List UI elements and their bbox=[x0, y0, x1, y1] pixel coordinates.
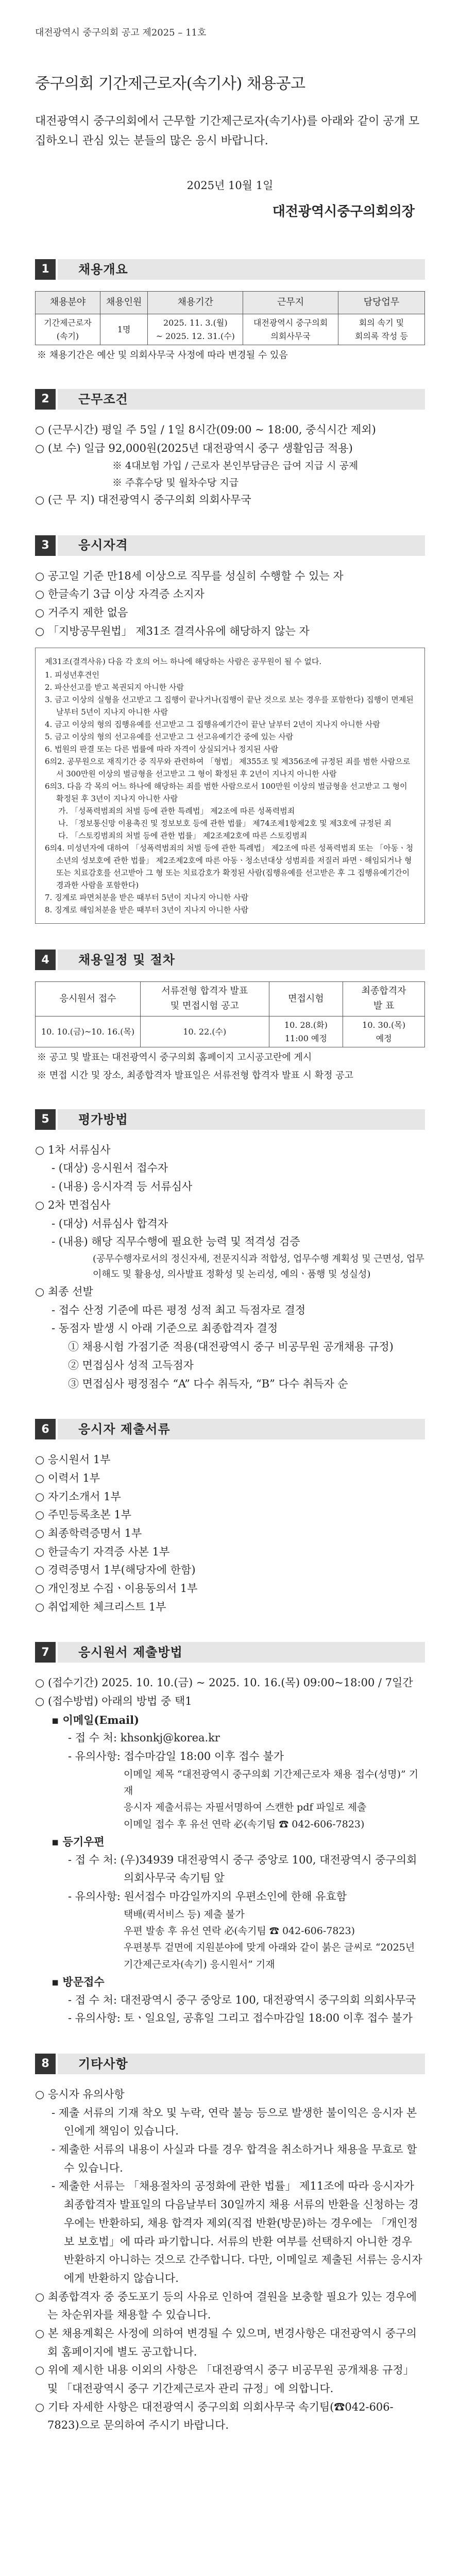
list-item: 이메일 제목 “대전광역시 중구의회 기간제근로자 채용 접수(성명)” 기재 bbox=[124, 1768, 419, 1797]
section-evaluation-header bbox=[35, 1109, 425, 1130]
list-item: ○ 이력서 1부 bbox=[35, 1471, 100, 1484]
list-item: - 접 수 처: khsonkj@korea.kr bbox=[68, 1732, 220, 1744]
list-item: - 접 수 처: 대전광역시 중구 중앙로 100, 대전광역시 중구의회 의회사무국 bbox=[68, 1993, 416, 2006]
table-cell: 10. 28.(화) 11:00 예정 bbox=[269, 1016, 343, 1047]
table-header-cell: 서류전형 합격자 발표 및 면접시험 공고 bbox=[141, 982, 269, 1016]
list-item: ○ 공고일 기준 만18세 이상으로 직무를 성실히 수행할 수 있는 자 bbox=[35, 569, 344, 582]
section-documents-header bbox=[35, 1419, 425, 1439]
schedule-note: ※ 공고 및 발표는 대전광역시 중구의회 홈페이지 고시공고란에 게시 bbox=[37, 1052, 312, 1063]
list-item: ② 면접심사 성적 고득점자 bbox=[68, 1359, 194, 1371]
misc-list bbox=[35, 2086, 425, 2435]
list-item: - 접 수 처: (우)34939 대전광역시 중구 중앙로 100, 대전광역시 중구의회 의회사무국 속기팀 앞 bbox=[68, 1853, 417, 1885]
list-item: ○ 2차 면접심사 bbox=[35, 1198, 111, 1211]
section-conditions-header bbox=[35, 389, 425, 410]
list-item: 우편봉투 겉면에 지원분야에 맞게 아래와 같이 붉은 글씨로 “2025년 기간제근로자(속기) 응시원서” 기재 bbox=[124, 1942, 415, 1970]
list-item: ○ 한글속기 3급 이상 자격증 소지자 bbox=[35, 588, 205, 601]
section-number: 4 bbox=[35, 950, 56, 970]
list-item: ○ 취업제한 체크리스트 1부 bbox=[35, 1600, 166, 1613]
list-item: - 동점자 발생 시 아래 기준으로 최종합격자 결정 bbox=[52, 1322, 278, 1335]
table-header-row bbox=[36, 982, 425, 1016]
list-item: 7. 징계로 파면처분을 받은 때부터 5년이 지나지 아니한 사람 bbox=[45, 893, 249, 903]
list-item: 4. 금고 이상의 형의 집행유예를 선고받고 그 집행유예기간이 끝난 날부터 2년이 지나지 아니한 사람 bbox=[45, 720, 380, 730]
documents-list bbox=[35, 1451, 425, 1616]
table-header-cell: 응시원서 접수 bbox=[36, 982, 141, 1016]
intro-paragraph: 대전광역시 중구의회에서 근무할 기간제근로자(속기사)를 아래와 같이 공개 모집하오니 관심 있는 분들의 많은 응시 바랍니다. bbox=[35, 114, 420, 148]
list-item: ○ (보 수) 일급 92,000원(2025년 대전광역시 중구 생활임금 적용) bbox=[35, 442, 353, 454]
evaluation-list bbox=[35, 1141, 425, 1393]
section-number: 5 bbox=[35, 1109, 56, 1130]
list-item: ○ 최종합격자 중 중도포기 등의 사유로 인하여 결원을 보충할 필요가 있는 경우에는 차순위자를 채용할 수 있습니다. bbox=[35, 2290, 417, 2321]
table-row bbox=[36, 314, 425, 345]
list-item: ○ 자기소개서 1부 bbox=[35, 1490, 121, 1503]
list-item: 응시자 제출서류는 자필서명하여 스캔한 pdf 파일로 제출 bbox=[124, 1802, 367, 1814]
list-item: (공무수행자로서의 정신자세, 전문지식과 적합성, 업무수행 계획성 및 근면성, 업무 이해도 및 활용성, 의사발표 정확성 및 논리성, 예의ㆍ품행 및 성실성) bbox=[93, 1253, 424, 1280]
list-item: 6의4. 미성년자에 대하여 「성폭력범죄의 처벌 등에 관한 특례법」 제2조에 따른 성폭력범죄 또는 「아동ㆍ청소년의 성보호에 관한 법률」 제2조제2호에 따른 아동ㆍ청소년대상 성범죄를 저질러 파면ㆍ해임되거나 형 또는 치료감호를 선고받아 그 형 또는 치료감호가 확정된 사람(집행유예를 선고받은 후 그 집행유예기간이 경과한 사람을 포함한다) bbox=[45, 843, 414, 890]
list-item: - 제출한 서류는 「채용절차의 공정화에 관한 법률」 제11조에 따라 응시자가 최종합격자 발표일의 다음날부터 30일까지 채용 서류의 반환을 신청하는 경우에는 반환하되, 채용 합격자 제외(직접 반환(방문)하는 경우에는 「개인정보 보호법」에 따라 파기합니다. 서류의 반환 여부를 선택하지 아니한 경우 반환하지 아니하는 것으로 간주합니다. 다만, 이메일로 제출된 서류는 응시자에게 반환하지 않습니다. bbox=[52, 2180, 422, 2284]
list-item: 5. 금고 이상의 형의 선고유예를 선고받고 그 선고유예기간 중에 있는 사람 bbox=[45, 732, 294, 742]
list-item: ▪ 이메일(Email) bbox=[52, 1713, 140, 1726]
list-item: ○ 한글속기 자격증 사본 1부 bbox=[35, 1545, 170, 1558]
disqualification-items bbox=[45, 669, 415, 916]
list-item: ③ 면접심사 평정점수 “A” 다수 취득자, “B” 다수 취득자 순 bbox=[68, 1377, 348, 1390]
list-item: 우편 발송 후 유선 연락 必(속기팀 ☎ 042-606-7823) bbox=[124, 1925, 355, 1937]
list-item: ○ (근 무 지) 대전광역시 중구의회 의회사무국 bbox=[35, 493, 251, 506]
list-item: ※ 주휴수당 및 월차수당 지급 bbox=[112, 477, 239, 488]
table-cell: 10. 30.(목) 예정 bbox=[343, 1016, 425, 1047]
list-item: - 유의사항: 원서접수 마감일까지의 우편소인에 한해 유효함 bbox=[68, 1890, 347, 1903]
section-title: 채용일정 및 절차 bbox=[58, 950, 425, 970]
list-item: ○ 기타 자세한 사항은 대전광역시 중구의회 의회사무국 속기팀(☎042-606-7823)으로 문의하여 주시기 바랍니다. bbox=[35, 2400, 394, 2432]
list-item: 6의3. 다음 각 목의 어느 하나에 해당하는 죄를 범한 사람으로서 100만원 이상의 벌금형을 선고받고 그 형이 확정된 후 3년이 지나지 아니한 사람 bbox=[45, 782, 407, 804]
table-cell: 2025. 11. 3.(월) ~ 2025. 12. 31.(수) bbox=[148, 314, 243, 345]
section-submission-header bbox=[35, 1642, 425, 1663]
disqualification-box bbox=[35, 648, 425, 924]
section-overview-header bbox=[35, 259, 425, 280]
section-title: 응시자격 bbox=[58, 535, 425, 556]
list-item: ○ 본 채용계획은 사정에 의하여 변경될 수 있으며, 변경사항은 대전광역시 중구의회 홈페이지에 별도 공고합니다. bbox=[35, 2327, 417, 2358]
list-item: ○ 주민등록초본 1부 bbox=[35, 1509, 132, 1521]
table-row bbox=[36, 1016, 425, 1047]
section-number: 6 bbox=[35, 1419, 56, 1439]
list-item: ○ 거주지 제한 없음 bbox=[35, 606, 128, 619]
list-item: 6의2. 공무원으로 재직기간 중 직무와 관련하여 「형법」 제355조 및 제356조에 규정된 죄를 범한 사람으로서 300만원 이상의 벌금형을 선고받고 그 형이 확정된 후 2년이 지나지 아니한 사람 bbox=[45, 757, 411, 779]
section-title: 응시자 제출서류 bbox=[58, 1419, 425, 1439]
list-item: ○ (근무시간) 평일 주 5일 / 1일 8시간(09:00 ~ 18:00, 중식시간 제외) bbox=[35, 423, 376, 436]
list-item: ○ 최종 선발 bbox=[35, 1285, 93, 1298]
table-cell: 1명 bbox=[100, 314, 147, 345]
list-item: ○ 1차 서류심사 bbox=[35, 1143, 111, 1156]
list-item: ○ 응시자 유의사항 bbox=[35, 2088, 125, 2100]
work-conditions-list bbox=[35, 421, 425, 510]
list-item: - 접수 산정 기준에 따른 평정 성적 최고 득점자로 결정 bbox=[52, 1303, 306, 1316]
submission-list bbox=[35, 1674, 425, 2028]
section-title: 기타사항 bbox=[58, 2054, 425, 2074]
section-number: 2 bbox=[35, 389, 56, 410]
table-header-cell: 담당업무 bbox=[338, 291, 424, 314]
list-item: - (내용) 응시자격 등 서류심사 bbox=[52, 1180, 193, 1193]
table-cell: 회의 속기 및 회의록 작성 등 bbox=[338, 314, 424, 345]
table-header-cell: 채용분야 bbox=[36, 291, 100, 314]
disqualification-head: 제31조(결격사유) 다음 각 호의 어느 하나에 해당하는 사람은 공무원이 될 수 없다. bbox=[45, 657, 322, 667]
table-cell: 10. 22.(수) bbox=[141, 1016, 269, 1047]
section-schedule-header bbox=[35, 950, 425, 970]
list-item: 3. 금고 이상의 실형을 선고받고 그 집행이 끝나거나(집행이 끝난 것으로 보는 경우를 포함한다) 집행이 면제된 날부터 5년이 지나지 아니한 사람 bbox=[45, 695, 414, 717]
issuer-name: 대전광역시중구의회의장 bbox=[272, 204, 415, 220]
list-item: ○ 「지방공무원법」 제31조 결격사유에 해당하지 않는 자 bbox=[35, 624, 310, 637]
list-item: - 유의사항: 토ㆍ일요일, 공휴일 그리고 접수마감일 18:00 이후 접수 불가 bbox=[68, 2012, 413, 2025]
list-item: - 제출한 서류의 내용이 사실과 다를 경우 합격을 취소하거나 채용을 무효로 할 수 있습니다. bbox=[52, 2143, 417, 2174]
list-item: ① 채용시험 가점기준 적용(대전광역시 중구 비공무원 공개채용 규정) bbox=[68, 1341, 394, 1353]
table-cell: 10. 10.(금)~10. 16.(목) bbox=[36, 1016, 141, 1047]
table-header-cell: 면접시험 bbox=[269, 982, 343, 1016]
list-item: - (내용) 해당 직무수행에 필요한 능력 및 적격성 검증 bbox=[52, 1235, 300, 1248]
list-item: - 유의사항: 접수마감일 18:00 이후 접수 불가 bbox=[68, 1750, 284, 1763]
table-header-cell: 근무지 bbox=[243, 291, 338, 314]
list-item: - (대상) 응시원서 접수자 bbox=[52, 1162, 168, 1175]
list-item: 다. 「스토킹범죄의 처벌 등에 관한 법률」 제2조제2호에 따른 스토킹범죄 bbox=[58, 831, 308, 841]
section-title: 평가방법 bbox=[58, 1109, 425, 1130]
notice-date: 2025년 10월 1일 bbox=[186, 179, 274, 192]
list-item: - (대상) 서류심사 합격자 bbox=[52, 1217, 168, 1230]
table-header-row bbox=[36, 291, 425, 314]
section-number: 1 bbox=[35, 259, 56, 280]
list-item: ○ 응시원서 1부 bbox=[35, 1453, 111, 1466]
list-item: ○ 개인정보 수집ㆍ이용동의서 1부 bbox=[35, 1582, 198, 1595]
table-header-cell: 최종합격자 발 표 bbox=[343, 982, 425, 1016]
overview-table bbox=[35, 291, 425, 345]
list-item: 6. 법원의 판결 또는 다른 법률에 따라 자격이 상실되거나 정지된 사람 bbox=[45, 744, 279, 754]
qualification-list bbox=[35, 567, 425, 641]
section-title: 근무조건 bbox=[58, 389, 425, 410]
section-number: 7 bbox=[35, 1642, 56, 1663]
list-item: ▪ 방문접수 bbox=[52, 1975, 105, 1988]
list-item: ○ 위에 제시한 내용 이외의 사항은 「대전광역시 중구 비공무원 공개채용 규정」 및 「대전광역시 중구 기간제근로자 관리 규정」에 의합니다. bbox=[35, 2364, 414, 2395]
table-header-cell: 채용기간 bbox=[148, 291, 243, 314]
list-item: ○ (접수방법) 아래의 방법 중 택1 bbox=[35, 1695, 192, 1708]
section-misc-header bbox=[35, 2054, 425, 2074]
list-item: ▪ 등기우편 bbox=[52, 1835, 105, 1848]
notice-title: 중구의회 기간제근로자(속기사) 채용공고 bbox=[35, 74, 305, 93]
schedule-table bbox=[35, 981, 425, 1047]
list-item: ○ 경력증명서 1부(해당자에 한함) bbox=[35, 1564, 196, 1577]
list-item: - 제출 서류의 기재 착오 및 누락, 연락 불능 등으로 발생한 불이익은 응시자 본인에게 책임이 있습니다. bbox=[52, 2106, 417, 2138]
table-header-cell: 채용인원 bbox=[100, 291, 147, 314]
table-cell: 대전광역시 중구의회 의회사무국 bbox=[243, 314, 338, 345]
list-item: 1. 피성년후견인 bbox=[45, 670, 100, 680]
list-item: 8. 징계로 해임처분을 받은 때부터 3년이 지나지 아니한 사람 bbox=[45, 905, 249, 915]
section-title: 채용개요 bbox=[58, 259, 425, 280]
section-title: 응시원서 제출방법 bbox=[58, 1642, 425, 1663]
overview-note: ※ 채용기간은 예산 및 의회사무국 사정에 따라 변경될 수 있음 bbox=[37, 350, 288, 361]
list-item: 2. 파산선고를 받고 복권되지 아니한 사람 bbox=[45, 683, 184, 692]
list-item: 택배(퀵서비스 등) 제출 불가 bbox=[124, 1908, 245, 1920]
list-item: 가. 「성폭력범죄의 처벌 등에 관한 특례법」 제2조에 따른 성폭력범죄 bbox=[58, 806, 295, 816]
list-item: 나. 「정보통신망 이용촉진 및 정보보호 등에 관한 법률」 제74조제1항제2호 및 제3호에 규정된 죄 bbox=[58, 819, 391, 828]
table-cell: 기간제근로자 (속기) bbox=[36, 314, 100, 345]
list-item: ○ (접수기간) 2025. 10. 10.(금) ~ 2025. 10. 16.(목) 09:00~18:00 / 7일간 bbox=[35, 1676, 413, 1689]
list-item: ○ 최종학력증명서 1부 bbox=[35, 1527, 142, 1539]
section-number: 8 bbox=[35, 2054, 56, 2074]
list-item: ※ 4대보험 가입 / 근로자 본인부담금은 급여 지급 시 공제 bbox=[112, 460, 359, 472]
schedule-notes bbox=[35, 1050, 425, 1083]
notice-number: 대전광역시 중구의회 공고 제2025 – 11호 bbox=[35, 27, 207, 38]
list-item: 이메일 접수 후 유선 연락 必(속기팀 ☎ 042-606-7823) bbox=[124, 1818, 365, 1830]
section-number: 3 bbox=[35, 535, 56, 556]
section-qualification-header bbox=[35, 535, 425, 556]
schedule-note: ※ 면접 시간 및 장소, 최종합격자 발표일은 서류전형 합격자 발표 시 확정 공고 bbox=[37, 1070, 354, 1081]
